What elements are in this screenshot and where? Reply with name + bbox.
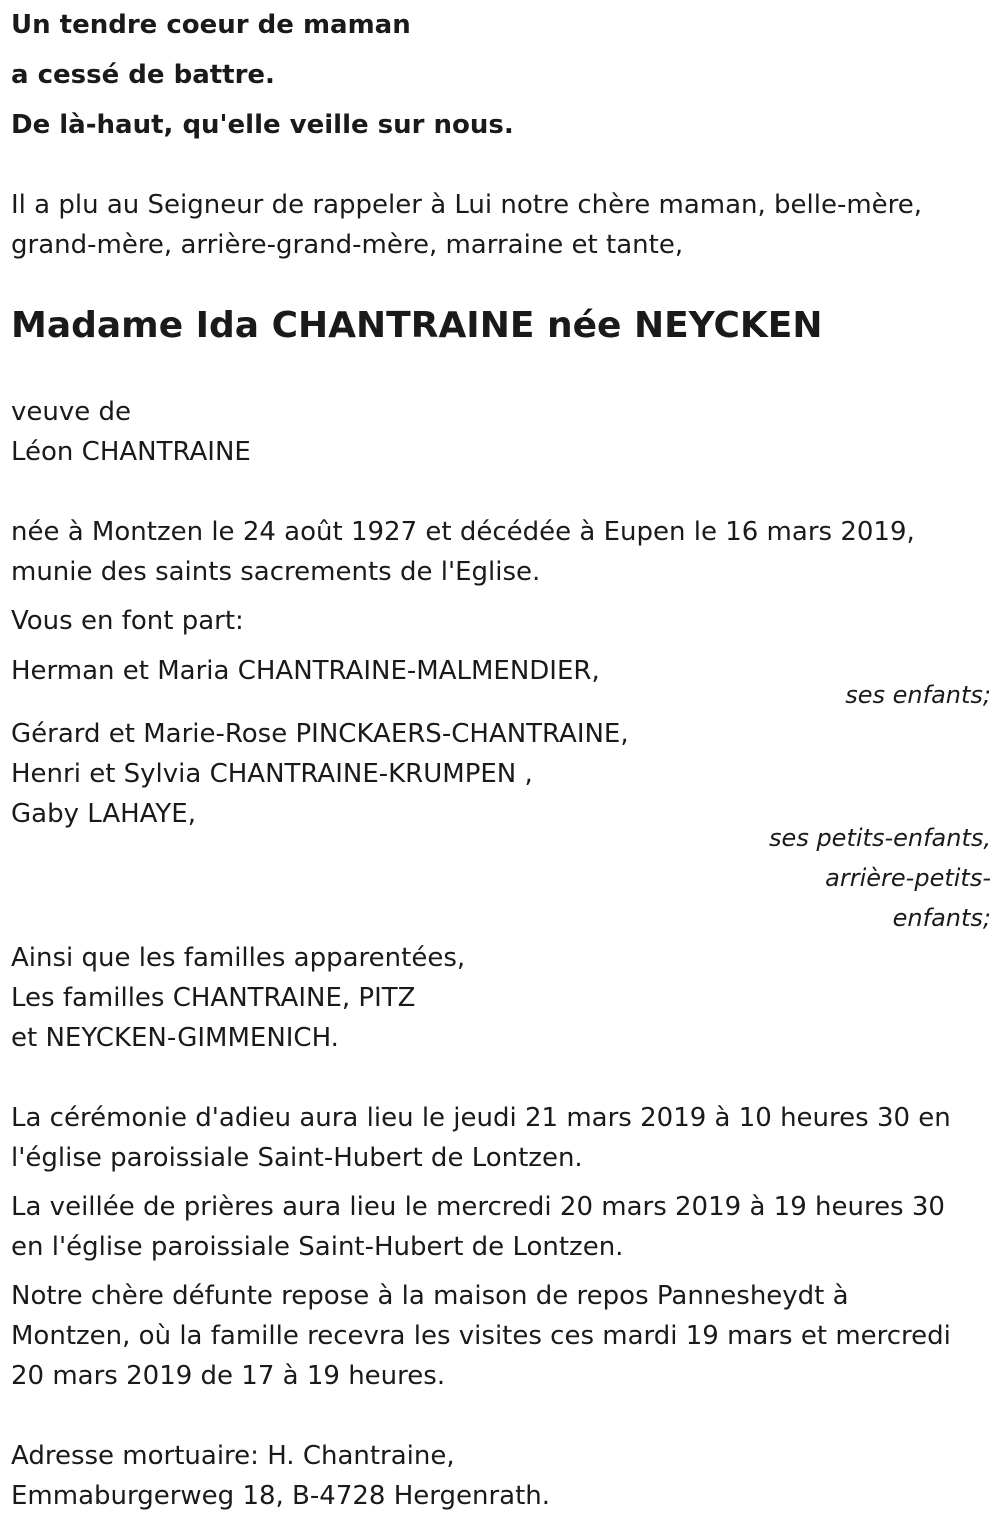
- header-line-1: Un tendre coeur de maman: [11, 10, 411, 40]
- header-line-2: a cessé de battre.: [11, 60, 275, 90]
- grandchildren-role-line-1: ses petits-enfants,: [769, 824, 991, 852]
- address-line-1: Adresse mortuaire: H. Chantraine,: [11, 1441, 455, 1471]
- ceremony-line-1: La cérémonie d'adieu aura lieu le jeudi 21 mars 2019 à 10 heures 30 en: [11, 1103, 951, 1133]
- vigil-line-2: en l'église paroissiale Saint-Hubert de Lontzen.: [11, 1232, 624, 1262]
- rest-line-3: 20 mars 2019 de 17 à 19 heures.: [11, 1361, 446, 1391]
- header-line-3: De là-haut, qu'elle veille sur nous.: [11, 110, 514, 140]
- children-role: ses enfants;: [845, 681, 991, 709]
- families-line-2: Les familles CHANTRAINE, PITZ: [11, 983, 416, 1013]
- children-name-1: Herman et Maria CHANTRAINE-MALMENDIER,: [11, 656, 600, 686]
- families-line-3: et NEYCKEN-GIMMENICH.: [11, 1023, 339, 1053]
- spouse-name: Léon CHANTRAINE: [11, 437, 251, 467]
- dates-line-1: née à Montzen le 24 août 1927 et décédée à Eupen le 16 mars 2019,: [11, 517, 915, 547]
- intro-line-1: Il a plu au Seigneur de rappeler à Lui notre chère maman, belle-mère,: [11, 190, 923, 220]
- grandchild-name-1: Gérard et Marie-Rose PINCKAERS-CHANTRAINE,: [11, 719, 629, 749]
- rest-line-1: Notre chère défunte repose à la maison de repos Pannesheydt à: [11, 1281, 849, 1311]
- grandchildren-role-line-3: enfants;: [892, 904, 991, 932]
- announce-line: Vous en font part:: [11, 606, 244, 636]
- vigil-line-1: La veillée de prières aura lieu le mercredi 20 mars 2019 à 19 heures 30: [11, 1192, 945, 1222]
- address-line-2: Emmaburgerweg 18, B-4728 Hergenrath.: [11, 1481, 551, 1511]
- families-line-1: Ainsi que les familles apparentées,: [11, 943, 466, 973]
- grandchildren-role-line-2: arrière-petits-: [825, 864, 991, 892]
- intro-line-2: grand-mère, arrière-grand-mère, marraine et tante,: [11, 230, 684, 260]
- ceremony-line-2: l'église paroissiale Saint-Hubert de Lontzen.: [11, 1143, 583, 1173]
- rest-line-2: Montzen, où la famille recevra les visites ces mardi 19 mars et mercredi: [11, 1321, 951, 1351]
- dates-line-2: munie des saints sacrements de l'Eglise.: [11, 557, 541, 587]
- deceased-name: Madame Ida CHANTRAINE née NEYCKEN: [11, 305, 823, 346]
- spouse-label: veuve de: [11, 397, 132, 427]
- grandchild-name-2: Henri et Sylvia CHANTRAINE-KRUMPEN ,: [11, 759, 533, 789]
- grandchild-name-3: Gaby LAHAYE,: [11, 799, 196, 829]
